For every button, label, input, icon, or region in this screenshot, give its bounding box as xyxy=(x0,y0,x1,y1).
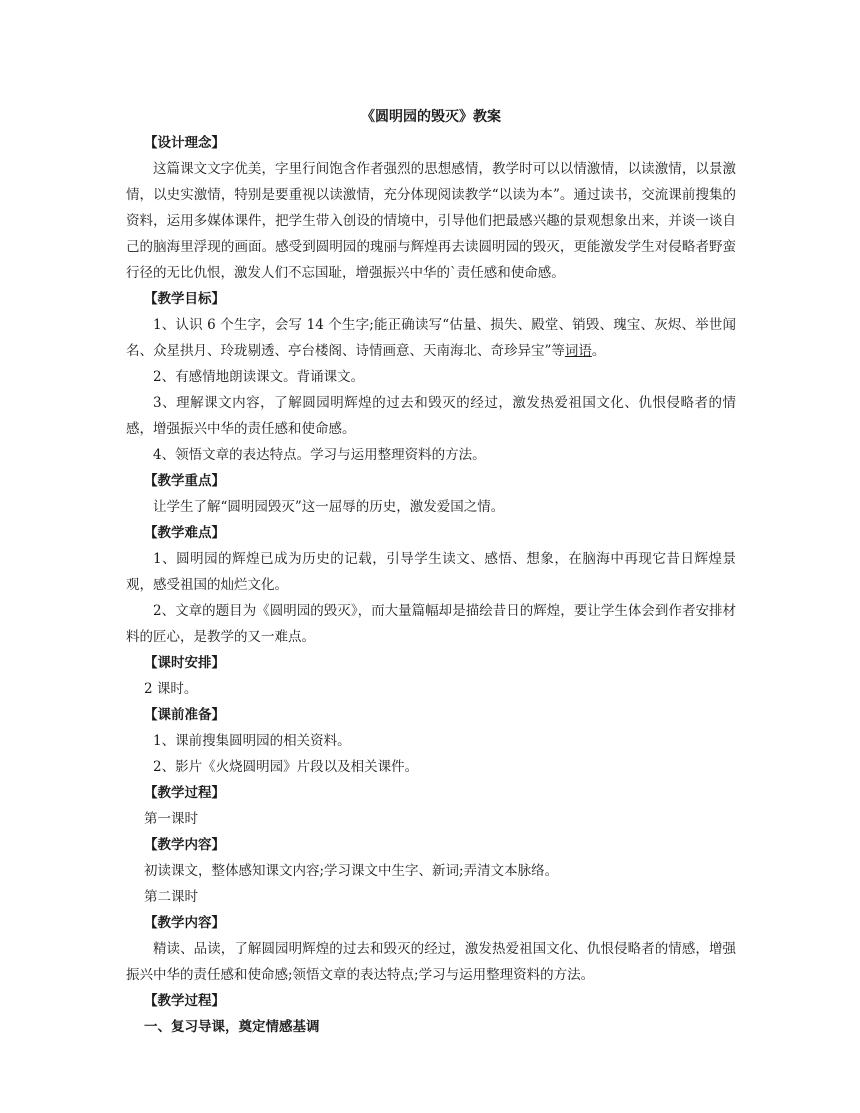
lesson-1-label: 第一课时 xyxy=(144,811,198,827)
heading-teaching-focus: 【教学重点】 xyxy=(144,473,225,489)
goal-item-2: 2、有感情地朗读课文。背诵课文。 xyxy=(153,369,365,385)
vocabulary-link[interactable]: 词语 xyxy=(564,343,592,359)
preparation-item-1: 1、课前搜集圆明园的相关资料。 xyxy=(153,733,351,749)
step-1-heading: 一、复习导课，奠定情感基调 xyxy=(144,1019,320,1035)
heading-teaching-goals: 【教学目标】 xyxy=(144,291,225,307)
lesson-2-label: 第二课时 xyxy=(144,889,198,905)
document-title: 《圆明园的毁灭》教案 xyxy=(361,109,501,125)
heading-design-concept: 【设计理念】 xyxy=(144,135,225,151)
heading-teaching-content-2: 【教学内容】 xyxy=(144,915,225,931)
goal-item-1 xyxy=(126,312,736,364)
goal-1-text: 1、认识 6 个生字，会写 14 个生字;能正确读写“估量、损失、殿堂、销毁、瑰宝、灰烬、举世闻名、众星拱月、玲珑剔透、亭台楼阁、诗情画意、天南海北、奇珍异宝”等 xyxy=(126,317,736,359)
difficulty-item-1: 1、圆明园的辉煌已成为历史的记载，引导学生读文、感悟、想象，在脑海中再现它昔日辉煌景观，感受祖国的灿烂文化。 xyxy=(126,551,736,593)
paragraph-teaching-content-2: 精读、品读，了解圆园明辉煌的过去和毁灭的经过，激发热爱祖国文化、仇恨侵略者的情感，增强振兴中华的责任感和使命感;领悟文章的表达特点;学习与运用整理资料的方法。 xyxy=(126,941,736,983)
preparation-item-2: 2、影片《火烧圆明园》片段以及相关课件。 xyxy=(153,759,419,775)
heading-teaching-difficulty: 【教学难点】 xyxy=(144,525,225,541)
paragraph-design-concept: 这篇课文文字优美，字里行间饱含作者强烈的思想感情，教学时可以以情激情，以读激情，以景激情，以史实激情，特别是要重视以读激情，充分体现阅读教学“以读为本”。通过读书，交流课前搜集的资料，运用多媒体课件，把学生带入创设的情境中，引导他们把最感兴趣的景观想象出来，并谈一谈自己的脑海里浮现的画面。感受到圆明园的瑰丽与辉煌再去读圆明园的毁灭，更能激发学生对侵略者野蛮行径的无比仇恨，激发人们不忘国耻，增强振兴中华的`责任感和使命感。 xyxy=(126,161,736,281)
paragraph-teaching-focus: 让学生了解“圆明园毁灭”这一屈辱的历史，激发爱国之情。 xyxy=(153,499,505,515)
paragraph-class-hours: 2 课时。 xyxy=(144,681,198,697)
heading-preparation: 【课前准备】 xyxy=(144,707,225,723)
heading-teaching-process-1: 【教学过程】 xyxy=(144,785,225,801)
heading-class-hours: 【课时安排】 xyxy=(144,655,225,671)
difficulty-item-2: 2、文章的题目为《圆明园的毁灭》，而大量篇幅却是描绘昔日的辉煌，要让学生体会到作者安排材料的匠心，是教学的又一难点。 xyxy=(126,603,736,645)
goal-item-3: 3、理解课文内容，了解圆园明辉煌的过去和毁灭的经过，激发热爱祖国文化、仇恨侵略者的情感，增强振兴中华的责任感和使命感。 xyxy=(126,395,736,437)
goal-item-4: 4、领悟文章的表达特点。学习与运用整理资料的方法。 xyxy=(153,447,486,463)
heading-teaching-process-2: 【教学过程】 xyxy=(144,993,225,1009)
goal-1-end: 。 xyxy=(591,343,606,359)
heading-teaching-content-1: 【教学内容】 xyxy=(144,837,225,853)
document-body xyxy=(126,104,736,1040)
paragraph-teaching-content-1: 初读课文，整体感知课文内容;学习课文中生字、新词;弄清文本脉络。 xyxy=(144,863,559,879)
